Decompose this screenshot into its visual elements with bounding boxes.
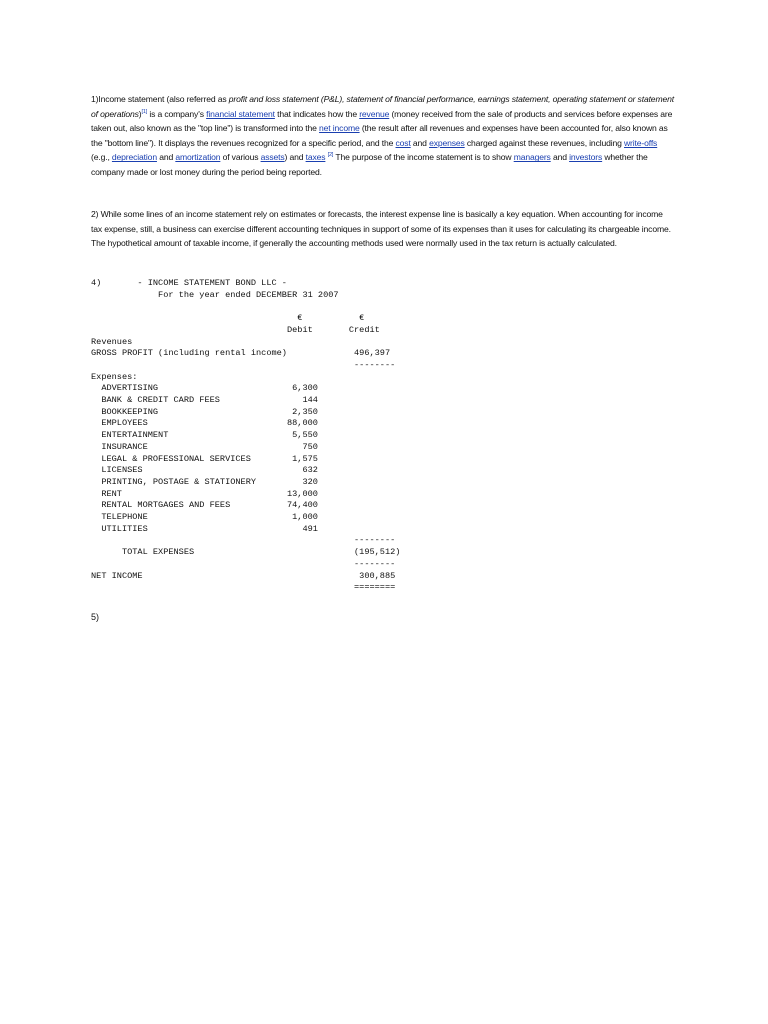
text: and [550,152,570,163]
text: that indicates how the [274,108,360,119]
text: and [410,137,430,148]
text: (the result after all revenues and expenses have been accounted for, also known as the "bottom line"). It displays the revenues recognized for a specific period, and the [91,123,668,148]
footnote-1[interactable]: [1] [141,108,148,115]
link-assets[interactable]: assets [260,152,285,163]
text: and [156,152,176,163]
alternate-names: profit and loss statement (P&L), statement of financial performance, earnings statement, operating statement or statement of operations [91,94,674,119]
interest-expense-paragraph: 2) While some lines of an income statement rely on estimates or forecasts, the interest expense line is basically a key equation. When accounting for income tax expense, still, a business can exercise different accounting techniques in support of some of its expenses than it uses for calculating its chargeable income. The hypothetical amount of taxable income, if generally the accounting methods used were normally used in the tax return is actually calculated. [91,209,671,249]
text: whether the company made or lost money during the period being reported. [91,152,648,177]
text: charged against these revenues, including [464,137,624,148]
link-taxes[interactable]: taxes [305,152,326,163]
link-managers[interactable]: managers [513,152,551,163]
income-statement-definition-paragraph [91,92,676,180]
link-financial-statement[interactable]: financial statement [206,108,275,119]
link-expenses[interactable]: expenses [429,137,465,148]
link-write-offs[interactable]: write-offs [624,137,658,148]
link-revenue[interactable]: revenue [359,108,390,119]
item-5-label: 5) [91,612,100,622]
text: ) [138,108,142,119]
footnote-2[interactable]: [2] [327,152,334,159]
link-cost[interactable]: cost [395,137,411,148]
text: 1)Income statement (also referred as [91,94,229,104]
text: ) and [284,152,306,163]
text: (money received from the sale of products and services before expenses are taken out, also known as the "top line") is transformed into the [91,108,673,134]
link-net-income[interactable]: net income [319,123,360,134]
text: (e.g., [91,152,112,163]
text: The purpose of the income statement is to show [333,152,514,163]
text: is a company's [147,108,207,119]
income-statement-table: 4) - INCOME STATEMENT BOND LLC - For the year ended DECEMBER 31 2007 € € Debit Credit Revenues GROSS PROFIT (including rental income) 496,397 -------- Expenses: ADVERTISING 6,300 BANK & CREDIT CARD FEES 144 BOOKKEEPING 2,350 EMPLOYEES 88,000 ENTERTAINMENT 5,550 INSURANCE 750 LEGAL & PROFESSIONAL SERVICES 1,575 LICENSES 632 PRINTING, POSTAGE & STATIONERY 320 RENT 13,000 RENTAL MORTGAGES AND FEES 74,400 TELEPHONE 1,000 UTILITIES 491 -------- TOTAL EXPENSES (195,512) -------- NET INCOME 300,885 ======== [91,278,401,593]
link-depreciation[interactable]: depreciation [111,152,157,163]
link-investors[interactable]: investors [569,152,603,163]
text: of various [220,152,261,163]
link-amortization[interactable]: amortization [175,152,221,163]
